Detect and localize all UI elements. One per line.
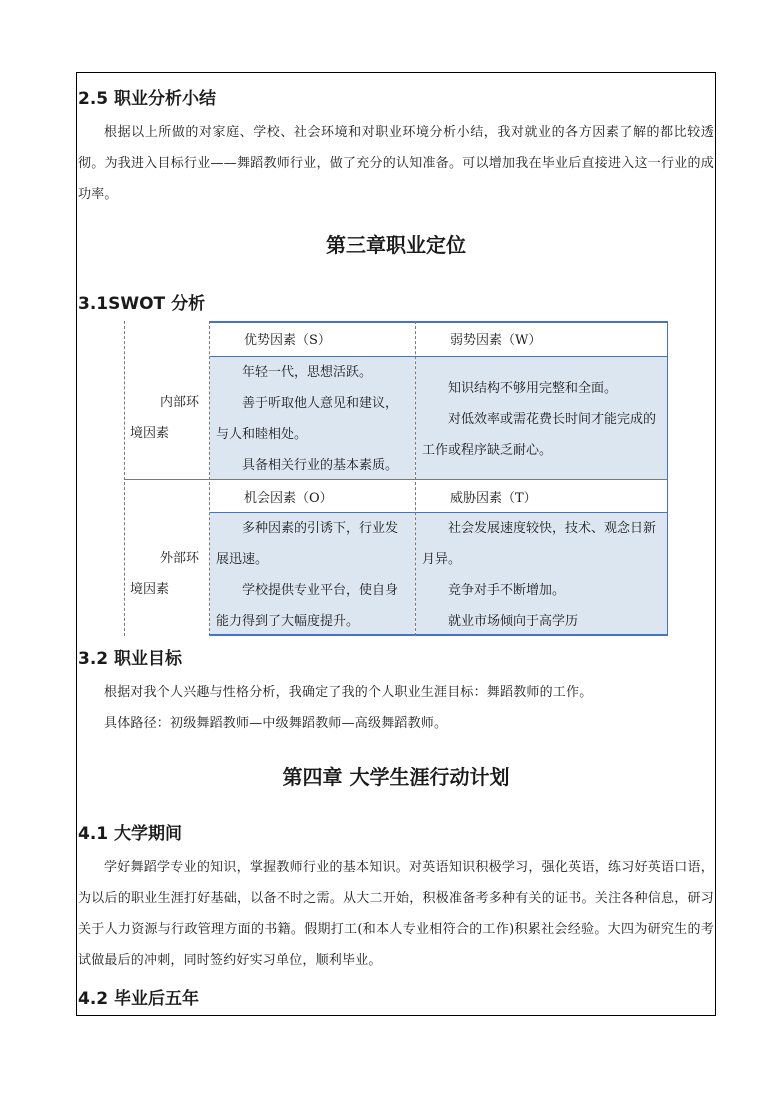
internal-factors-label: 内部环境因素 (124, 321, 209, 479)
external-factors-label: 外部环境因素 (124, 479, 209, 636)
threat-item: 竞争对手不断增加。 (448, 583, 566, 598)
strengths-header: 优势因素（S） (210, 322, 415, 356)
weaknesses-body (416, 357, 667, 479)
section-3-2-heading: 3.2 职业目标 (78, 649, 183, 669)
table-left-border (124, 321, 125, 636)
opportunities-body (210, 513, 415, 635)
section-3-2-para2: 具体路径：初级舞蹈教师—中级舞蹈教师—高级舞蹈教师。 (104, 716, 448, 731)
section-4-2-heading: 4.2 毕业后五年 (78, 989, 200, 1009)
weakness-item: 对低效率或需花费长时间才能完成的工作或程序缺乏耐心。 (422, 412, 657, 458)
chapter-4-title: 第四章 大学生涯行动计划 (282, 765, 510, 789)
threats-header: 威胁因素（T） (416, 480, 667, 512)
section-3-2-para1: 根据对我个人兴趣与性格分析，我确定了我的个人职业生涯目标：舞蹈教师的工作。 (104, 685, 593, 700)
weakness-item: 知识结构不够用完整和全面。 (448, 381, 618, 396)
threats-body (416, 513, 667, 635)
section-3-1-heading: 3.1SWOT 分析 (78, 294, 206, 314)
table-bottom-border (210, 634, 668, 636)
section-4-1-paragraph: 学好舞蹈学专业的知识，掌握教师行业的基本知识。对英语知识积极学习，强化英语，练习好英语口语，为以后的职业生涯打好基础，以备不时之需。从大二开始，积极准备考多种有关的证书。关注各种信息，研习关于人力资源与行政管理方面的书籍。假期打工(和本人专业相符合的工作)积累社会经验。大四为研究生的考试做最后的冲刺，同时签约好实习单位，顺利毕业。 (78, 860, 714, 968)
center-column-divider (415, 321, 416, 636)
label-column-divider (209, 321, 210, 636)
strength-item: 善于听取他人意见和建议，与人和睦相处。 (216, 396, 399, 442)
opportunity-item: 多种因素的引诱下，行业发展迅速。 (216, 521, 399, 567)
table-top-border (210, 321, 668, 323)
section-2-5-heading: 2.5 职业分析小结 (78, 89, 217, 109)
weaknesses-header: 弱势因素（W） (416, 322, 667, 356)
header-underline-1 (210, 356, 668, 357)
strength-item: 具备相关行业的基本素质。 (242, 458, 399, 473)
strength-item: 年轻一代，思想活跃。 (242, 365, 373, 380)
threat-item: 社会发展速度较快，技术、观念日新月异。 (422, 521, 657, 567)
header-underline-2 (210, 512, 668, 513)
swot-table (124, 321, 668, 636)
section-4-1-heading: 4.1 大学期间 (78, 824, 183, 844)
section-2-5-paragraph: 根据以上所做的对家庭、学校、社会环境和对职业环境分析小结，我对就业的各方因素了解的都比较透彻。为我进入目标行业——舞蹈教师行业，做了充分的认知准备。可以增加我在毕业后直接进入这一行业的成功率。 (78, 125, 714, 202)
opportunity-item: 学校提供专业平台，使自身能力得到了大幅度提升。 (216, 583, 399, 629)
row-divider (124, 479, 668, 480)
strengths-body (210, 357, 415, 479)
opportunities-header: 机会因素（O） (210, 480, 415, 512)
threat-item: 就业市场倾向于高学历 (448, 614, 579, 629)
chapter-3-title: 第三章职业定位 (326, 233, 466, 257)
